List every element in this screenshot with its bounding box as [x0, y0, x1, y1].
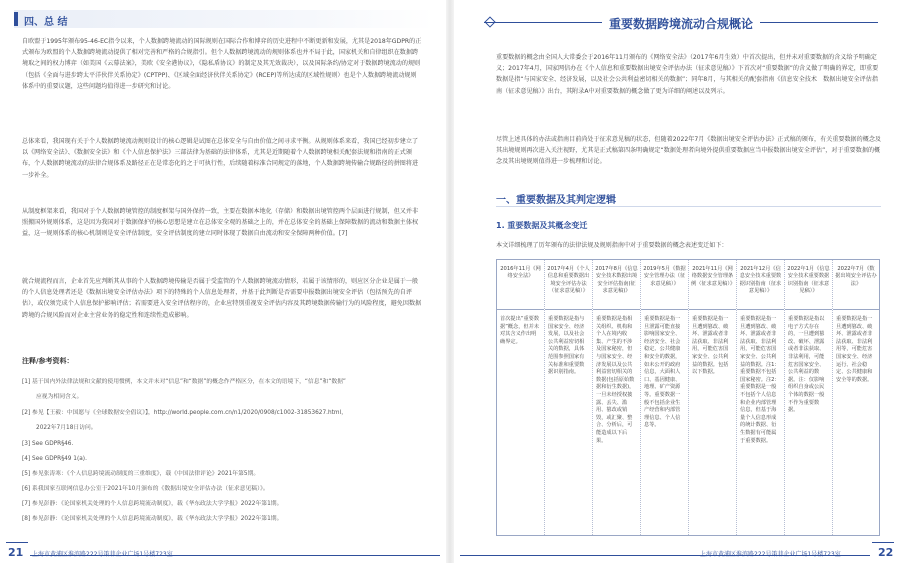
page-number-right: 22 — [878, 546, 894, 559]
table-cell: 重要数据是指相关组织、机构和个人在境内收集、产生的不涉及国家秘密，但与国家安全、经济发展以及公共利益密切相关的数据(包括原始数据和衍生数据)，一旦未经授权披露、丢失、滥用、篡改或销毁，或汇聚、整合、分析后，可能造成以下后果。 — [596, 316, 635, 444]
table-intro: 本文详细梳理了历年颁布的法律法规及规则指南中对于重要数据的概念表述变迁如下： — [496, 242, 728, 249]
article-title-box — [484, 8, 878, 36]
book-gutter — [446, 0, 454, 563]
table-cell: 重要数据是指一旦遭到篡改、破坏、泄露或者非法获取、非法利用，可能危害国家安全、公共利益的数据。包括以下数据。 — [692, 316, 729, 376]
table-header-cell: 2021年11月《网络数据安全管理条例（征求意见稿）》 — [689, 260, 736, 310]
note-1-cont: 应视为相同含义。 — [36, 394, 83, 400]
table-column — [641, 260, 689, 535]
note-7: [7] 参见彭静：《论国家机关处理的个人信息跨境流动制度》，载《华东政法大学学报》2022年第1期。 — [22, 501, 283, 507]
paragraph-2: 总体来看，我国现有关于个人数据跨境流动规则设计的核心逻辑是试图在总体安全与自由价值之间寻求平衡。从规则体系来看，我国已经初步建立了以《网络安全法》、《数据安全法》和《个人信息保护法》三部法律为基础的法律体系，尤其是近期随着个人数据跨境相关配套法规和指南的正式颁布，个人数据跨境流动的法律合规体系及路径正在是常态化的之于可执行性，后续随着标准合同规定的落地，个人数据跨境传输合规路径的拼图将进一步补全。 — [22, 138, 419, 179]
heading-underline — [496, 206, 881, 207]
table-cell: 重要数据是指与国家安全、经济发展，以及社会公共利益密切相关的数据，具体范围参照国家有关标准和重要数据识别指南。 — [548, 316, 585, 376]
footer-rule-short — [6, 542, 28, 543]
table-header-cell: 2017年8月《信息安全技术数据出境安全评估指南(征求意见稿)》 — [593, 260, 640, 310]
note-1: [1] 基于国内外法律法规和文献的使用惯例，本文并未对“信息”和“数据”的概念作严格区分，在本文的语境下，“信息”和“数据” — [22, 379, 346, 385]
page-number-left: 21 — [8, 546, 24, 559]
paragraph-1: 自欧盟于1995年颁布95-46-EC指令以来，个人数据跨境流动的国际规则在国际合作和博弈的历史进程中不断更新和发展，尤其是2018年GDPR的正式颁布为欧盟的个人数据跨境流动提供了相对完善和严格的合规指引。但个人数据跨境流动的规则体系也并不局于此，国家机关和自律组织在数据跨境取之间的权力博弈（如美国《云幕法案》，美欧《安全港协议》，《隐私盾协议》的制定及其无效裁决），以及国际条约/协定对于数据跨境流动的规则（包括《全面与进步跨太平洋伙伴关系协定》(CPTPP)、《区域全面经济伙伴关系协定》(RCEP)等所达成的区域性规则）也是个人数据跨境流动规则体系中的重要议题，这些问题均值得进一步研究和讨论。 — [22, 38, 422, 90]
table-column — [545, 260, 593, 535]
table-cell: 首次提出“重要数据”概念，但并未对其含义作出明确界定。 — [500, 316, 540, 345]
table-column — [833, 260, 879, 535]
note-5: [5] 参见张涛寒：《个人信息跨境流动制度的三重维度》，载《中国法律评论》2021年第5期。 — [22, 471, 260, 477]
paragraph-4: 就合规流程而言，企业首先应判断其从事的个人数据跨境传输是否属于受监管的个人数据跨境流动情形，若属于该情形的，则应区分企业是属于一般的个人信息处理者还是《数据出境安全评估办法》项下的特殊的个人信息处理者，并基于此判断是否需要申报数据出境安全评估（包括预先的自评估），或仅须完成个人信息保护影响评估；若需要进入安全评估程序的，企业应特别重视安全评估内容及其跨境数据传输行为的风险程度，避免因数据跨境的合规风险而对企业主营业务的稳定性和连续性造成影响。 — [22, 278, 422, 319]
note-4: [4] See GDPR§49 1(a). — [22, 456, 87, 462]
table-header-cell: 2017年4月《个人信息和重要数据出境安全评估办法（征求意见稿）》 — [545, 260, 592, 310]
section-title: 四、总 结 — [24, 17, 68, 28]
notes-title: 注释/参考资料： — [22, 357, 74, 365]
left-page — [0, 0, 448, 563]
table-column — [593, 260, 641, 535]
table-column — [785, 260, 833, 535]
article-title: 重要数据跨境流动合规概论 — [608, 17, 753, 31]
table-header-cell: 2022年1月《信息安全技术重要数据识别指南（征求意见稿）》 — [785, 260, 832, 310]
note-8: [8] 参见彭静：《论国家机关处理的个人信息跨境流动制度》，载《华东政法大学学报》2022年第1期。 — [22, 516, 283, 522]
note-3: [3] See GDPR§46. — [22, 441, 74, 447]
heading-level-1: 一、重要数据及其判定逻辑 — [496, 195, 616, 206]
table-cell: 重要数据是指以电子方式存在的，一旦遭到篡改、破坏、泄露或者非法获取、非法利用，可能危害国家安全、公共利益的数据。注：仅影响组织自身或公民个体的数据一般不作为重要数据。 — [788, 316, 825, 414]
note-2: [2] 参见【王毅：中国愿与《全球数据安全倡议》】，http://world.people.com.cn/n1/2020/0908/c1002-31853627.html， — [22, 410, 347, 416]
footer-address-left: 上海市黄浦区淮滨路222号策菲企业广场1号楼723室 — [32, 551, 173, 558]
heading-level-2: 1. 重要数据及其概念变迁 — [496, 221, 588, 230]
intro-paragraph-2: 尽管上述具体的办法或指南目前尚处于征求意见稿的状态，但随着2022年7月《数据出境安全评估办法》正式稿的颁布，有关重要数据的概念及其出境规则再次进入关注视野，尤其是正式稿第四条明确规定“数据处理者向境外提供重要数据应当申报数据出境安全评估”，对于重要数据的概念及其出境规则值得进一步梳理和讨论。 — [496, 136, 882, 166]
section-heading — [14, 10, 434, 28]
table-column — [737, 260, 785, 535]
note-2-cont: 2022年7月18日访问。 — [36, 425, 97, 431]
intro-paragraph: 重要数据的概念由全国人大常委会于2016年11月颁布的《网络安全法》（2017年6月生效）中首次提出，但并未对重要数据的含义给予明确定义；2017年4月，国家网信办在《个人信息和重要数据出境安全评估办法（征求意见稿）》下首次对“重要数据”的含义做了明确的界定，即重要数据是指“与国家安全、经济发展，以及社会公共利益密切相关的数据”；同年8月，与其相关的配套指南《信息安全技术 数据出境安全评估指南（征求意见稿）》出台，其附录A中对重要数据的概念做了更为详细的阐述以及列示。 — [496, 54, 879, 95]
table-cell: 重要数据是指一旦遭到篡改、破坏、泄露或者非法获取、非法利用等，可能危害国家安全、经济运行、社会稳定、公共健康和安全等的数据。 — [836, 316, 873, 383]
note-6: [6] 系我国家互联网信息办公室于2021年10月颁布的《数据出境安全评估办法（征求意见稿）》。 — [22, 486, 269, 492]
heading-accent-bar — [14, 12, 18, 26]
table-header-cell: 2021年12月《信息安全技术重要数据识别指南（征求意见稿）》 — [737, 260, 784, 310]
table-column — [689, 260, 737, 535]
table-header-cell: 2019年5月《数据安全管理办法（征求意见稿）》 — [641, 260, 688, 310]
table-cell: 重要数据是指一旦泄露可能直接影响国家安全、经济安全、社会稳定、公共健康和安全的数据，如未公开的政府信息，大面积人口、基因健康、地理、矿产资源等。重要数据一般不包括企业生产经营和内部管理信息、个人信息等。 — [644, 316, 681, 429]
paragraph-3: 从制度框架来看，我国对于个人数据跨境管控的制度框架与国外保持一致，主要在数据本地化（存储）和数据出境管控两个层面进行规制，但又并非照搬国外规则体系，这是因为我国对于数据保护的核心思想是建立在总体安全观的基础之上的，并在总体安全的基础上保障数据的流动和数据主体权益，这一规则体系的核心机制则是安全评估制度，安全评估制度的建立同时体现了数据自由流动和安全保障两种价值。[7] — [22, 208, 419, 238]
table-header-cell: 2022年7月《数据出境安全评估办法》 — [833, 260, 879, 310]
table-header-cell: 2016年11月《网络安全法》 — [497, 260, 544, 310]
footer-address-right: 上海市黄浦区淮滨路222号策菲企业广场1号楼723室 — [700, 551, 841, 558]
table-column — [497, 260, 545, 535]
footer-rule-short-right — [872, 542, 894, 543]
table-cell: 重要数据是指一旦遭到篡改、破坏、泄露或者非法获取、非法利用，可能危害国家安全、公共利益的数据。注1：重要数据不包括国家秘密。注2：重要数据是一般不包括个人信息和企业内部管理信息，但基于海量个人信息形成的统计数据、衍生数据有可能属于重要数据。 — [740, 316, 780, 444]
concept-evolution-table — [496, 259, 880, 536]
